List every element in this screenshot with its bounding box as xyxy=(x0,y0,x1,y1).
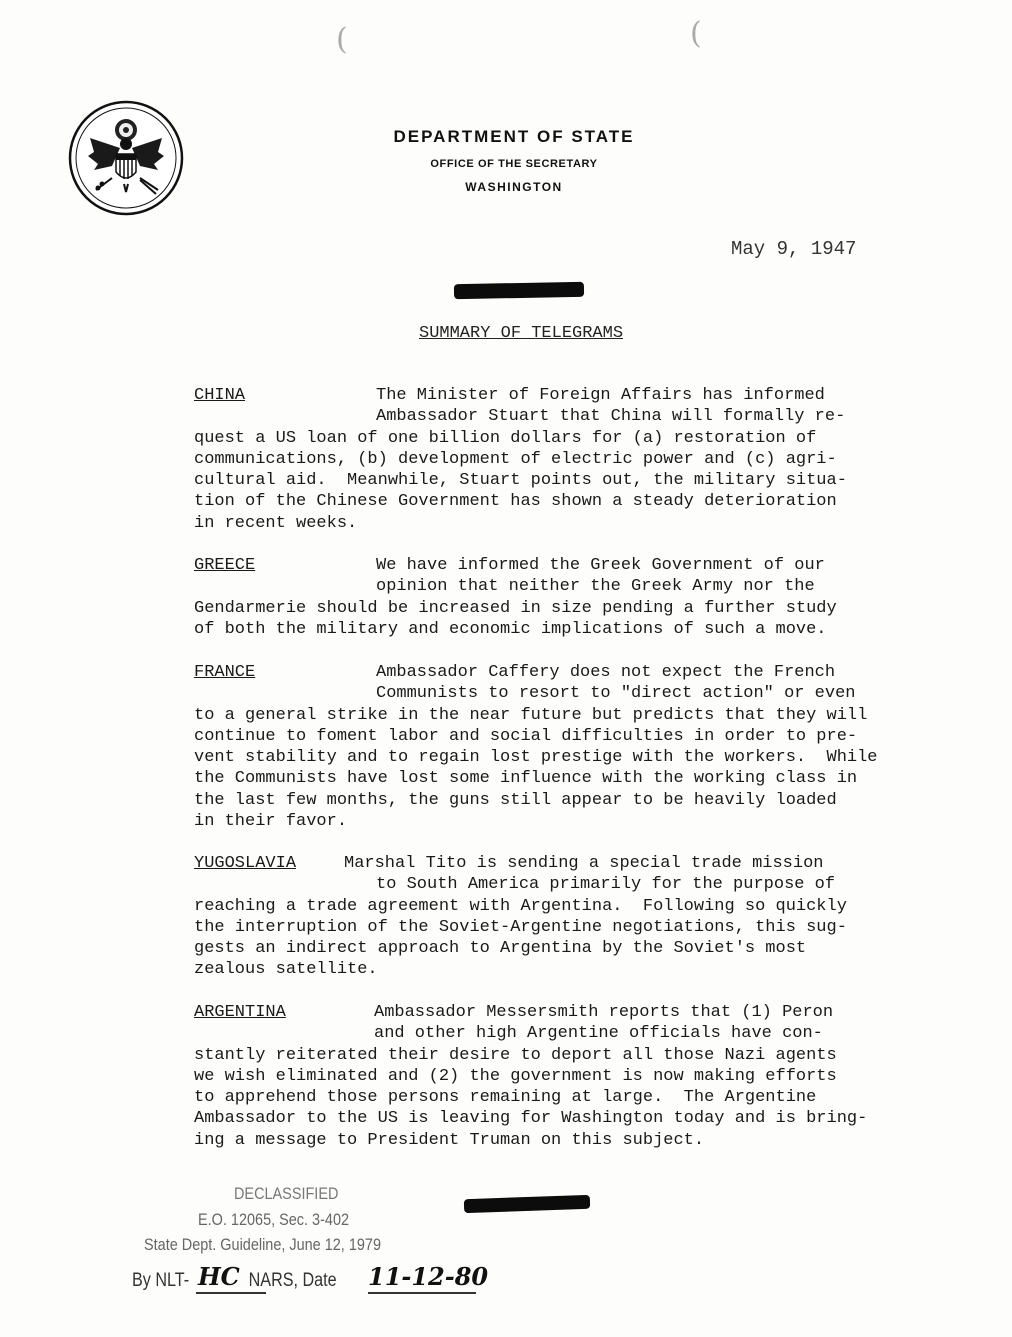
text-line: opinion that neither the Greek Army nor the xyxy=(376,577,815,597)
handwritten-initials: HC xyxy=(198,1262,240,1291)
section-first-row xyxy=(194,1002,914,1023)
text-line: in recent weeks. xyxy=(194,513,358,533)
date-underline xyxy=(368,1292,476,1294)
text-line: Ambassador Messersmith reports that (1) Peron xyxy=(374,1003,834,1022)
text-line: in their favor. xyxy=(194,812,348,832)
text-line: communications, (b) development of electric power and (c) agri- xyxy=(194,449,837,469)
text-line: Communists to resort to "direct action" or even xyxy=(376,684,856,704)
text-line: Marshal Tito is sending a special trade mission xyxy=(344,854,824,873)
text-line: gests an indirect approach to Argentina by the Soviet's most xyxy=(194,939,807,959)
department-heading: DEPARTMENT OF STATE xyxy=(393,127,635,146)
text-line: zealous satellite. xyxy=(194,960,378,980)
section-heading-france: FRANCE xyxy=(194,663,256,682)
city-heading: WASHINGTON xyxy=(465,180,563,194)
text-line: Gendarmerie should be increased in size pending a further study xyxy=(194,598,837,618)
text-line: ing a message to President Truman on this subject. xyxy=(194,1130,705,1150)
by-prefix: By NLT- xyxy=(132,1270,190,1291)
text-line: Ambassador Stuart that China will formally re- xyxy=(376,407,846,427)
section-yugoslavia xyxy=(194,853,914,981)
text-line: vent stability and to regain lost prestige with the workers. While xyxy=(194,748,878,768)
text-line: to apprehend those persons remaining at large. The Argentine xyxy=(194,1088,817,1108)
guideline-line: State Dept. Guideline, June 12, 1979 xyxy=(144,1235,381,1254)
document-title: SUMMARY OF TELEGRAMS xyxy=(419,324,624,343)
redaction-bar-bottom xyxy=(464,1195,590,1213)
text-line: We have informed the Greek Government of our xyxy=(376,556,825,575)
redaction-bar-top xyxy=(454,282,584,299)
text-line: reaching a trade agreement with Argentina. Following so quickly xyxy=(194,896,847,916)
nars-label: NARS, Date xyxy=(248,1270,337,1291)
text-line: quest a US loan of one billion dollars for (a) restoration of xyxy=(194,428,817,448)
office-heading: OFFICE OF THE SECRETARY xyxy=(430,158,598,170)
section-heading-china: CHINA xyxy=(194,386,246,405)
section-first-row xyxy=(194,662,914,683)
executive-order-line: E.O. 12065, Sec. 3-402 xyxy=(198,1210,350,1229)
declassified-stamp: DECLASSIFIED xyxy=(234,1184,339,1203)
text-line: to a general strike in the near future but predicts that they will xyxy=(194,705,868,725)
section-heading-argentina: ARGENTINA xyxy=(194,1003,286,1022)
text-line: to South America primarily for the purpose of xyxy=(376,875,836,895)
section-china xyxy=(194,385,914,534)
initials-underline xyxy=(196,1292,266,1294)
handwritten-date: 11-12-80 xyxy=(368,1262,489,1291)
text-line: continue to foment labor and social difficulties in order to pre- xyxy=(194,726,858,746)
text-line: The Minister of Foreign Affairs has informed xyxy=(376,386,825,405)
text-line: the Communists have lost some influence with the working class in xyxy=(194,769,858,789)
text-line: the last few months, the guns still appear to be heavily loaded xyxy=(194,790,837,810)
section-first-row xyxy=(194,385,914,406)
section-france xyxy=(194,662,914,832)
section-heading-yugoslavia: YUGOSLAVIA xyxy=(194,854,297,873)
section-greece xyxy=(194,555,914,640)
text-line: stantly reiterated their desire to deport all those Nazi agents xyxy=(194,1045,837,1065)
text-line: Ambassador to the US is leaving for Washington today and is bring- xyxy=(194,1109,868,1129)
document-date: May 9, 1947 xyxy=(731,238,857,260)
text-line: cultural aid. Meanwhile, Stuart points out, the military situa- xyxy=(194,471,847,491)
text-line: we wish eliminated and (2) the government is now making efforts xyxy=(194,1066,837,1086)
punch-mark-right: ( xyxy=(690,16,702,51)
section-argentina xyxy=(194,1002,914,1151)
text-line: tion of the Chinese Government has shown a steady deterioration xyxy=(194,492,837,512)
text-line: of both the military and economic implications of such a move. xyxy=(194,619,827,639)
punch-mark-left: ( xyxy=(336,22,348,57)
text-line: and other high Argentine officials have con- xyxy=(374,1024,823,1044)
section-first-row xyxy=(194,555,914,576)
text-line: Ambassador Caffery does not expect the French xyxy=(376,663,836,682)
text-line: the interruption of the Soviet-Argentine negotiations, this sug- xyxy=(194,917,847,937)
section-heading-greece: GREECE xyxy=(194,556,256,575)
section-first-row xyxy=(194,853,914,874)
